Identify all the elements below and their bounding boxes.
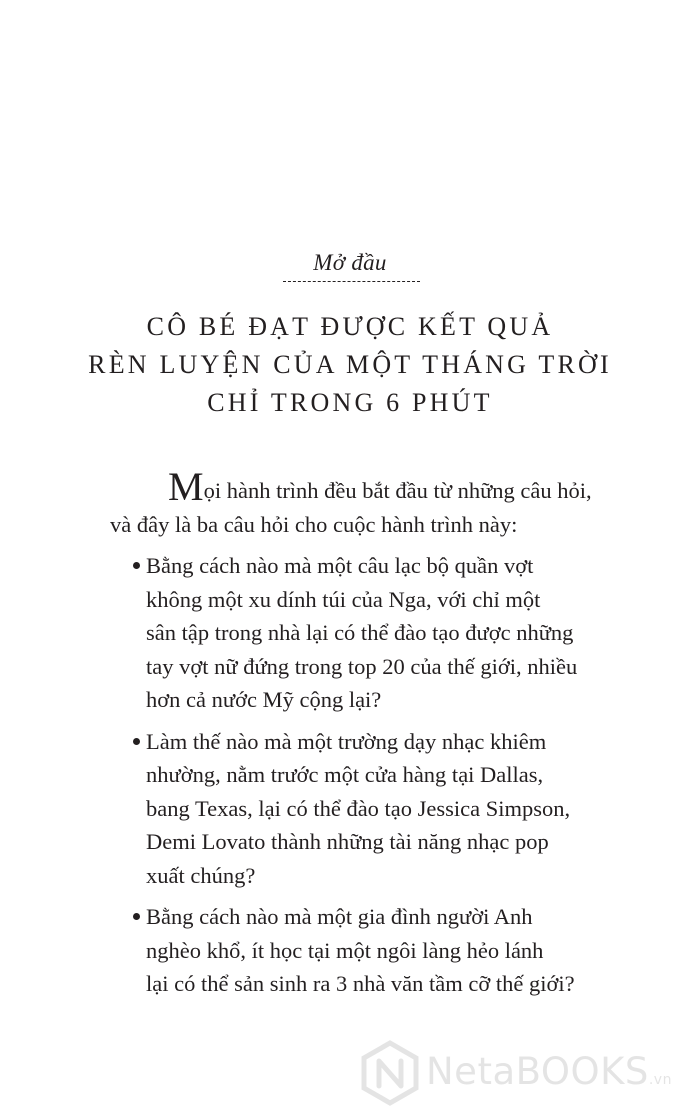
- body-text: [110, 464, 602, 1009]
- question-item: [110, 549, 602, 717]
- intro-line: và đây là ba câu hỏi cho cuộc hành trình này:: [110, 511, 518, 537]
- question-line: không một xu dính túi của Nga, với chỉ một: [146, 586, 541, 612]
- bullet-icon: [133, 913, 140, 920]
- chapter-title: [0, 308, 700, 422]
- question-line: xuất chúng?: [146, 862, 256, 888]
- question-line: Bằng cách nào mà một gia đình người Anh: [146, 904, 533, 929]
- drop-cap: M: [168, 464, 204, 509]
- question-line: sân tập trong nhà lại có thể đào tạo được những: [146, 620, 574, 645]
- watermark-brand: NetaBOOKS: [426, 1050, 649, 1093]
- question-line: bang Texas, lại có thể đào tạo Jessica Simpson,: [146, 795, 571, 821]
- bullet-icon: [133, 562, 140, 569]
- question-line: lại có thể sản sinh ra 3 nhà văn tầm cỡ thế giới?: [146, 971, 575, 996]
- question-item: [110, 725, 602, 893]
- section-kicker: Mở đầu: [313, 250, 387, 275]
- question-line: tay vợt nữ đứng trong top 20 của thế giới, nhiều: [146, 653, 578, 679]
- question-line: Bằng cách nào mà một câu lạc bộ quần vợt: [146, 553, 534, 578]
- question-line: nghèo khổ, ít học tại một ngôi làng hẻo lánh: [146, 937, 544, 963]
- question-line: hơn cả nước Mỹ cộng lại?: [146, 687, 382, 712]
- chapter-title-line: RÈN LUYỆN CỦA MỘT THÁNG TRỜI: [88, 350, 612, 379]
- bullet-icon: [133, 738, 140, 745]
- watermark: [360, 1040, 690, 1110]
- watermark-text: [426, 1050, 672, 1093]
- intro-line: [110, 464, 602, 509]
- watermark-suffix: .vn: [648, 1072, 672, 1088]
- question-list: [110, 549, 602, 1001]
- chapter-title-line: CÔ BÉ ĐẠT ĐƯỢC KẾT QUẢ: [146, 312, 554, 341]
- intro-paragraph: [110, 464, 602, 541]
- question-item: [110, 900, 602, 1001]
- intro-line-rest: ọi hành trình đều bắt đầu từ những câu hỏi,: [203, 478, 592, 503]
- dashed-divider: [283, 281, 420, 282]
- question-line: Demi Lovato thành những tài năng nhạc pop: [146, 829, 549, 854]
- chapter-title-line: CHỈ TRONG 6 PHÚT: [207, 388, 493, 417]
- n-hexagon-logo-icon: [360, 1040, 420, 1106]
- question-line: nhường, nằm trước một cửa hàng tại Dallas,: [146, 762, 544, 787]
- question-line: Làm thế nào mà một trường dạy nhạc khiêm: [146, 728, 547, 754]
